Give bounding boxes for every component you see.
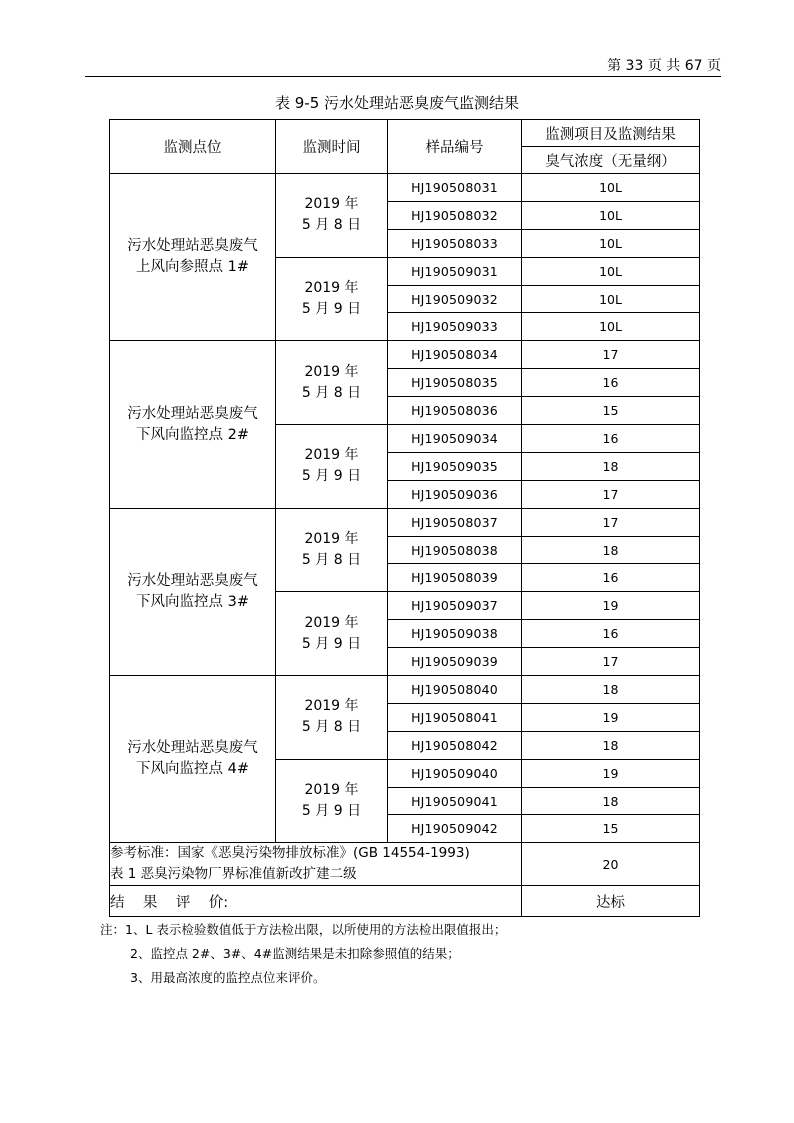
page-header <box>85 56 721 77</box>
standard-text-line2: 表 1 恶臭污染物厂界标准值新改扩建二级 <box>110 866 357 883</box>
standard-text <box>110 843 522 886</box>
odor-value: 17 <box>522 648 700 676</box>
odor-value: 17 <box>522 508 700 536</box>
odor-value: 15 <box>522 397 700 425</box>
sample-code: HJ190508039 <box>388 564 522 592</box>
verdict-value: 达标 <box>522 886 700 917</box>
date-cell <box>276 174 388 258</box>
odor-value: 19 <box>522 759 700 787</box>
odor-value: 10L <box>522 229 700 257</box>
date-cell <box>276 508 388 592</box>
sample-code: HJ190508031 <box>388 174 522 202</box>
date-day: 5 月 9 日 <box>301 635 362 652</box>
date-cell <box>276 592 388 676</box>
col-header-sample: 样品编号 <box>388 120 522 174</box>
date-year: 2019 年 <box>304 280 359 296</box>
verdict-label: 结 果 评 价: <box>110 886 522 917</box>
odor-value: 18 <box>522 676 700 704</box>
location-line2: 下风向监控点 4# <box>136 761 249 778</box>
sample-code: HJ190509037 <box>388 592 522 620</box>
monitoring-results-table <box>109 119 700 917</box>
table-row <box>110 174 700 202</box>
sample-code: HJ190508034 <box>388 341 522 369</box>
location-line2: 下风向监控点 2# <box>136 426 249 443</box>
sample-code: HJ190509032 <box>388 285 522 313</box>
location-line1: 污水处理站恶臭废气 <box>127 572 258 589</box>
note-3: 3、用最高浓度的监控点位来评价。 <box>130 970 326 985</box>
date-day: 5 月 8 日 <box>301 719 362 736</box>
sample-code: HJ190509041 <box>388 787 522 815</box>
odor-value: 15 <box>522 815 700 843</box>
location-line1: 污水处理站恶臭废气 <box>127 238 258 255</box>
location-line2: 下风向监控点 3# <box>136 593 249 610</box>
sample-code: HJ190509035 <box>388 452 522 480</box>
date-day: 5 月 8 日 <box>301 552 362 569</box>
date-cell <box>276 425 388 509</box>
odor-value: 18 <box>522 536 700 564</box>
notes <box>100 918 506 990</box>
table-title: 表 9-5 污水处理站恶臭废气监测结果 <box>274 94 520 112</box>
table-row <box>110 508 700 536</box>
odor-value: 16 <box>522 620 700 648</box>
sample-code: HJ190508038 <box>388 536 522 564</box>
standard-value: 20 <box>522 843 700 886</box>
col-header-item: 监测项目及监测结果 <box>522 120 700 147</box>
date-cell <box>276 257 388 341</box>
date-day: 5 月 8 日 <box>301 384 362 401</box>
odor-value: 19 <box>522 703 700 731</box>
sample-code: HJ190508035 <box>388 369 522 397</box>
col-header-time: 监测时间 <box>276 120 388 174</box>
odor-value: 16 <box>522 369 700 397</box>
location-cell <box>110 676 276 843</box>
odor-value: 10L <box>522 257 700 285</box>
table-row <box>110 341 700 369</box>
odor-value: 16 <box>522 425 700 453</box>
location-cell <box>110 174 276 341</box>
odor-value: 10L <box>522 174 700 202</box>
odor-value: 19 <box>522 592 700 620</box>
date-day: 5 月 9 日 <box>301 468 362 485</box>
note-1: 注：1、L 表示检验数值低于方法检出限，以所使用的方法检出限值报出； <box>100 922 507 937</box>
sample-code: HJ190508041 <box>388 703 522 731</box>
date-cell <box>276 676 388 760</box>
date-year: 2019 年 <box>304 447 359 464</box>
date-year: 2019 年 <box>304 782 359 799</box>
sample-code: HJ190508033 <box>388 229 522 257</box>
date-year: 2019 年 <box>304 698 359 715</box>
sample-code: HJ190509036 <box>388 480 522 508</box>
sample-code: HJ190508040 <box>388 676 522 704</box>
location-line1: 污水处理站恶臭废气 <box>127 405 258 422</box>
odor-value: 17 <box>522 341 700 369</box>
sample-code: HJ190509034 <box>388 425 522 453</box>
date-day: 5 月 8 日 <box>301 217 362 234</box>
date-cell <box>276 341 388 425</box>
odor-value: 10L <box>522 201 700 229</box>
sample-code: HJ190508036 <box>388 397 522 425</box>
sample-code: HJ190509033 <box>388 313 522 341</box>
standard-text-line1: 参考标准：国家《恶臭污染物排放标准》(GB 14554-1993) <box>110 845 470 862</box>
odor-value: 16 <box>522 564 700 592</box>
date-year: 2019 年 <box>304 614 359 631</box>
date-year: 2019 年 <box>304 363 359 380</box>
location-line2: 上风向参照点 1# <box>136 259 249 276</box>
location-cell <box>110 341 276 508</box>
sample-code: HJ190509040 <box>388 759 522 787</box>
table-row <box>110 676 700 704</box>
location-line1: 污水处理站恶臭废气 <box>127 740 258 757</box>
sample-code: HJ190508042 <box>388 731 522 759</box>
sample-code: HJ190508032 <box>388 201 522 229</box>
odor-value: 10L <box>522 313 700 341</box>
header-row <box>110 120 700 147</box>
odor-value: 18 <box>522 787 700 815</box>
odor-value: 10L <box>522 285 700 313</box>
location-cell <box>110 508 276 675</box>
sample-code: HJ190509038 <box>388 620 522 648</box>
note-2: 2、监控点 2#、3#、4#监测结果是未扣除参照值的结果； <box>130 946 460 961</box>
date-day: 5 月 9 日 <box>301 301 362 317</box>
date-day: 5 月 9 日 <box>301 803 362 820</box>
odor-value: 18 <box>522 452 700 480</box>
odor-value: 17 <box>522 480 700 508</box>
col-header-item-sub: 臭气浓度（无量纲） <box>522 147 700 174</box>
sample-code: HJ190508037 <box>388 508 522 536</box>
verdict-row <box>110 886 700 917</box>
date-year: 2019 年 <box>304 531 359 548</box>
sample-code: HJ190509042 <box>388 815 522 843</box>
standard-row <box>110 843 700 886</box>
col-header-point: 监测点位 <box>110 120 276 174</box>
odor-value: 18 <box>522 731 700 759</box>
date-cell <box>276 759 388 843</box>
sample-code: HJ190509031 <box>388 257 522 285</box>
date-year: 2019 年 <box>304 196 359 213</box>
sample-code: HJ190509039 <box>388 648 522 676</box>
page-number: 第 33 页 共 67 页 <box>607 58 721 74</box>
